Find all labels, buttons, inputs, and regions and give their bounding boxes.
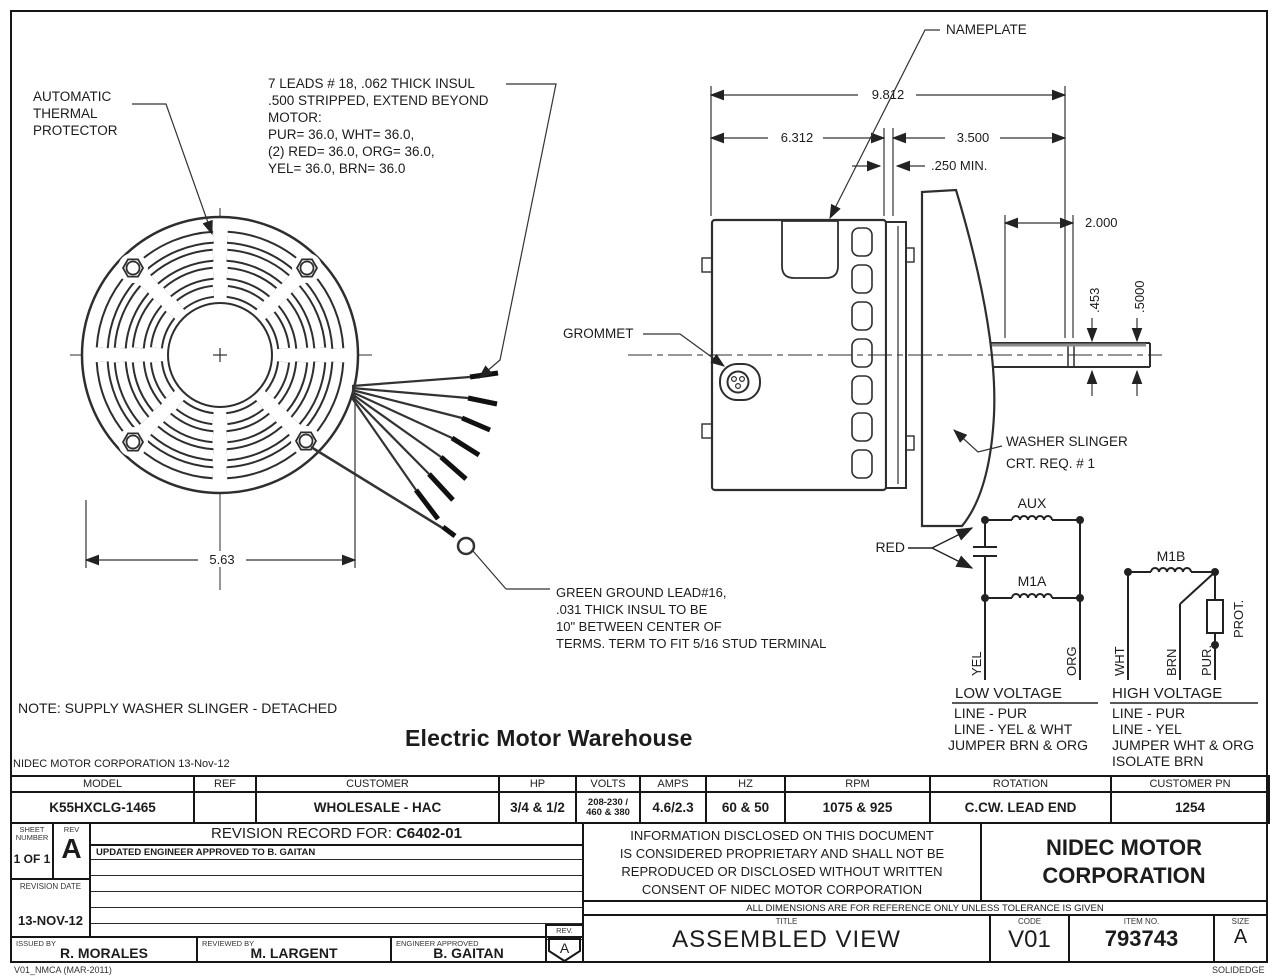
thermal-protector-leader [132, 104, 212, 234]
ref-value [194, 792, 256, 823]
nameplate-label: NAMEPLATE [946, 22, 1027, 37]
issued-by-value: R. MORALES [60, 945, 148, 961]
company-name: NIDEC MOTOR CORPORATION [1042, 835, 1206, 888]
sheet-number-value: 1 OF 1 [13, 852, 51, 866]
revision-record-number: C6402-01 [396, 825, 462, 842]
item-no-value: 793743 [1104, 926, 1179, 951]
rev-value: A [61, 833, 82, 864]
motor-leads [352, 373, 498, 519]
col-model: MODEL [11, 776, 194, 792]
m1b-label: M1B [1156, 548, 1186, 564]
washer-slinger-blade [922, 190, 994, 526]
reviewed-by-value: M. LARGENT [250, 945, 338, 961]
svg-text:JUMPER BRN & ORG: JUMPER BRN & ORG [948, 737, 1089, 753]
revision-empty-row [91, 860, 582, 876]
svg-text:MOTOR:: MOTOR: [268, 110, 322, 125]
svg-text:CRT. REQ. # 1: CRT. REQ. # 1 [1006, 456, 1096, 471]
motor-front-view [70, 208, 550, 590]
customer-value: WHOLESALE - HAC [256, 792, 499, 823]
dimensions-note: ALL DIMENSIONS ARE FOR REFERENCE ONLY UNLESS TOLERANCE IS GIVEN [582, 900, 1268, 916]
svg-text:PROTECTOR: PROTECTOR [33, 123, 118, 138]
svg-text:YEL= 36.0, BRN= 36.0: YEL= 36.0, BRN= 36.0 [268, 161, 406, 176]
company-box [980, 822, 1268, 902]
m1b-coil [1151, 568, 1191, 572]
size-value: A [1233, 926, 1248, 948]
nameplate-outline [782, 221, 838, 278]
col-customer-pn: CUSTOMER PN [1111, 776, 1269, 792]
col-ref: REF [194, 776, 256, 792]
red-leader [908, 528, 972, 568]
dim-shaft-dia: .5000 [1132, 280, 1147, 313]
wht-label: WHT [1112, 646, 1127, 676]
rev-shield-value: A [559, 940, 570, 956]
volts-value: 208-230 / 460 & 380 [576, 792, 640, 823]
col-customer: CUSTOMER [256, 776, 499, 792]
svg-text:.031 THICK INSUL TO BE: .031 THICK INSUL TO BE [556, 602, 708, 617]
low-voltage-title: LOW VOLTAGE [955, 685, 1062, 702]
svg-text:10" BETWEEN CENTER OF: 10" BETWEEN CENTER OF [556, 619, 722, 634]
rotation-value: C.CW. LEAD END [930, 792, 1111, 823]
rev-shield [547, 938, 582, 963]
footer-cad-name: SOLIDEDGE [1212, 965, 1265, 975]
revision-empty-row [91, 908, 582, 924]
svg-text:PUR= 36.0, WHT= 36.0,: PUR= 36.0, WHT= 36.0, [268, 127, 415, 142]
col-rpm: RPM [785, 776, 930, 792]
rpm-value: 1075 & 925 [785, 792, 930, 823]
spec-header-row [11, 776, 1269, 792]
washer-slinger-label: WASHER SLINGER [1006, 434, 1128, 449]
revision-date-value: 13-NOV-12 [17, 913, 84, 928]
brn-label: BRN [1164, 648, 1179, 676]
dim-flat: .453 [1087, 287, 1102, 313]
reviewed-by-box: REVIEWED BY M. LARGENT [196, 936, 392, 963]
grommet [720, 364, 760, 400]
aux-coil [1012, 516, 1052, 520]
leads-note: 7 LEADS # 18, .062 THICK INSUL [268, 76, 475, 91]
thermal-protector-label: AUTOMATIC [33, 89, 112, 104]
item-no-box: ITEM NO. 793743 [1068, 914, 1215, 963]
title-box: TITLE ASSEMBLED VIEW [582, 914, 991, 963]
size-box: SIZE A [1213, 914, 1268, 963]
protector-resistor [1207, 600, 1223, 633]
yel-label: YEL [969, 651, 984, 676]
svg-text:.500 STRIPPED, EXTEND BEYOND: .500 STRIPPED, EXTEND BEYOND [268, 93, 489, 108]
rev-shield-label-box: REV. [545, 924, 584, 938]
pur-label: PUR. [1199, 644, 1214, 676]
revision-record-title: REVISION RECORD FOR: C6402-01 [91, 824, 582, 846]
svg-text:TERMS. TERM TO FIT 5/16 STUD T: TERMS. TERM TO FIT 5/16 STUD TERMINAL [556, 636, 827, 651]
red-label: RED [875, 539, 905, 555]
svg-text:LINE - PUR: LINE - PUR [1112, 705, 1186, 721]
high-voltage-title: HIGH VOLTAGE [1112, 685, 1223, 702]
issued-by-box: ISSUED BY R. MORALES [10, 936, 198, 963]
proprietary-text: INFORMATION DISCLOSED ON THIS DOCUMENT IS CONSIDERED PROPRIETARY AND SHALL NOT BE REPRODUCED OR DISCLOSED WITHOUT WRITTEN CONSENT OF NIDEC MOTOR CORPORATION [619, 828, 945, 897]
revision-empty-row [91, 876, 582, 892]
dim-shaft-ext: 2.000 [1085, 215, 1118, 230]
ring-terminal [458, 538, 474, 554]
prot-label: PROT. [1231, 599, 1246, 638]
revision-record-box [89, 822, 584, 938]
engineer-approved-value: B. GAITAN [433, 945, 504, 961]
rev-box: REV A [52, 822, 91, 880]
col-hz: HZ [706, 776, 785, 792]
supply-note: NOTE: SUPPLY WASHER SLINGER - DETACHED [18, 700, 338, 716]
engineer-approved-box: ENGINEER APPROVED B. GAITAN [390, 936, 547, 963]
watermark: Electric Motor Warehouse [405, 725, 693, 751]
schematic-labels [875, 495, 1254, 769]
title-value: ASSEMBLED VIEW [672, 926, 901, 953]
ground-lead-note: GREEN GROUND LEAD#16, [556, 585, 727, 600]
hz-value: 60 & 50 [706, 792, 785, 823]
revision-date-box: REVISION DATE 13-NOV-12 [10, 878, 91, 938]
svg-text:(2) RED= 36.0, ORG= 36.0,: (2) RED= 36.0, ORG= 36.0, [268, 144, 435, 159]
dim-overall-length: 9.812 [871, 87, 905, 102]
footer-form-number: V01_NMCA (MAR-2011) [14, 965, 112, 975]
title-block [10, 822, 1268, 963]
model-value: K55HXCLG-1465 [11, 792, 194, 823]
nameplate-leader [830, 30, 940, 218]
code-box: CODE V01 [989, 914, 1070, 963]
svg-text:LINE - YEL & WHT: LINE - YEL & WHT [954, 721, 1073, 737]
svg-text:LINE - YEL: LINE - YEL [1112, 721, 1182, 737]
dim-min-clearance: .250 MIN. [931, 158, 988, 173]
revision-note: UPDATED ENGINEER APPROVED TO B. GAITAN [91, 846, 582, 860]
customer-pn-value: 1254 [1111, 792, 1269, 823]
col-hp: HP [499, 776, 576, 792]
org-label: ORG [1064, 646, 1079, 676]
m1a-label: M1A [1017, 573, 1047, 589]
corp-stamp: NIDEC MOTOR CORPORATION 13-Nov-12 [13, 758, 230, 770]
col-volts: VOLTS [576, 776, 640, 792]
m1a-coil [1012, 594, 1052, 598]
proprietary-box [582, 822, 982, 902]
dim-front-width-text: 5.63 [209, 552, 235, 567]
dim-body-length: 6.312 [780, 130, 814, 145]
spec-value-row [11, 792, 1269, 823]
leads-leader [479, 84, 556, 378]
col-rotation: ROTATION [930, 776, 1111, 792]
hp-value: 3/4 & 1/2 [499, 792, 576, 823]
amps-value: 4.6/2.3 [640, 792, 706, 823]
svg-text:JUMPER WHT & ORG: JUMPER WHT & ORG [1112, 737, 1255, 753]
svg-text:THERMAL: THERMAL [33, 106, 98, 121]
ground-lead [311, 447, 550, 589]
svg-text:ISOLATE BRN: ISOLATE BRN [1112, 753, 1204, 769]
revision-empty-row [91, 892, 582, 908]
svg-text:LINE - PUR: LINE - PUR [954, 705, 1028, 721]
grommet-label: GROMMET [563, 326, 634, 341]
aux-label: AUX [1017, 495, 1047, 511]
col-amps: AMPS [640, 776, 706, 792]
code-value: V01 [1008, 926, 1051, 953]
spec-table [10, 775, 1270, 824]
dim-shaft-side-length: 3.500 [956, 130, 990, 145]
motor-side-view [628, 190, 1162, 526]
sheet-number-box: SHEET NUMBER 1 OF 1 [10, 822, 54, 880]
